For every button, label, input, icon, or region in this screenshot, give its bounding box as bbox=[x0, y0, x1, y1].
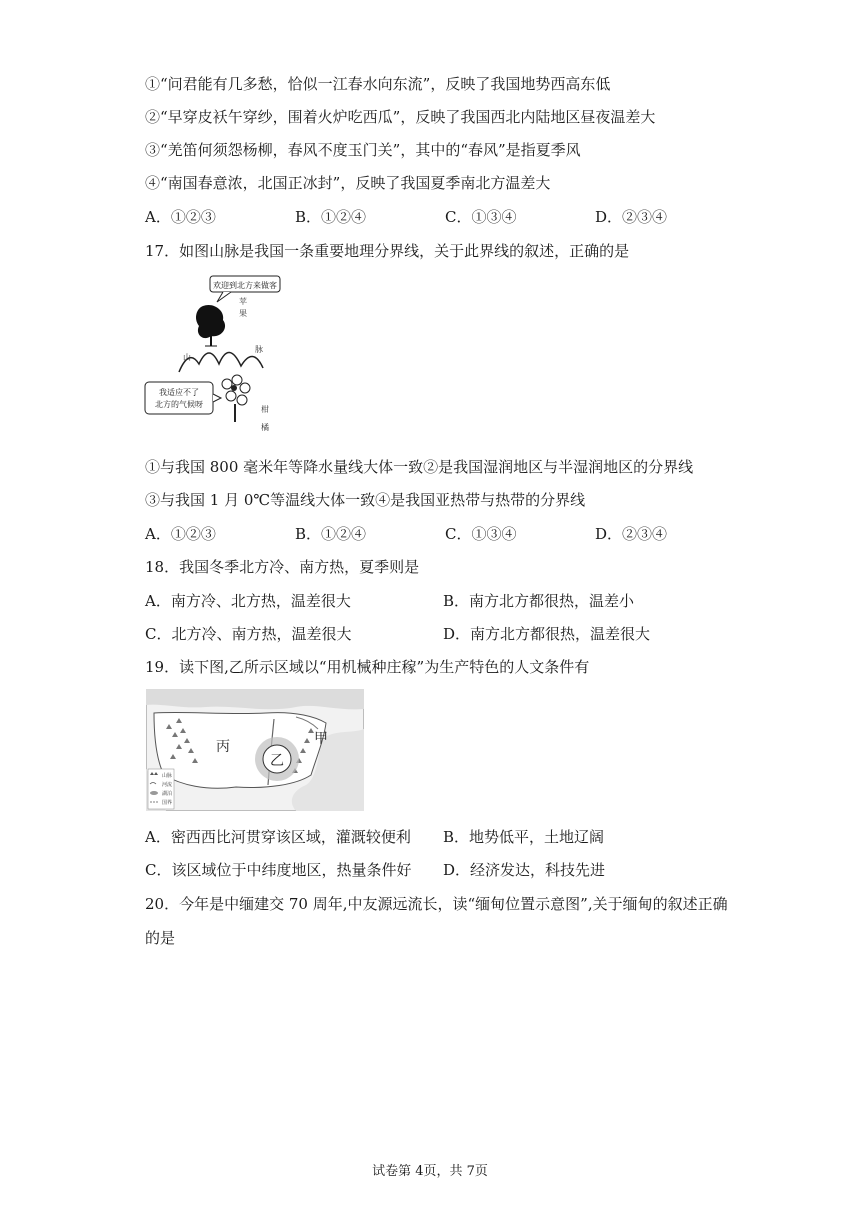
apple-label-1: 苹 bbox=[239, 297, 247, 306]
q17-statement-2: ③与我国 1 月 0℃等温线大体一致④是我国亚热带与热带的分界线 bbox=[145, 491, 586, 509]
q18-option-c[interactable]: C．北方冷、南方热，温差很大 bbox=[145, 625, 352, 643]
legend-item: 山脉 bbox=[162, 773, 173, 779]
legend-item: 湖泊 bbox=[162, 791, 173, 797]
q19-option-a[interactable]: A．密西西比河贯穿该区域，灌溉较便利 bbox=[145, 828, 411, 846]
orange-tree-icon bbox=[222, 375, 250, 422]
q16-statement-3: ③“羌笛何须怨杨柳，春风不度玉门关”，其中的“春风”是指夏季风 bbox=[145, 141, 581, 159]
q20-stem-line-2: 的是 bbox=[145, 929, 176, 947]
speech-bubble-bottom bbox=[145, 382, 221, 414]
label-yi: 乙 bbox=[270, 753, 284, 769]
q17-option-a[interactable]: A．①②③ bbox=[145, 525, 216, 543]
orange-label-1: 柑 bbox=[261, 405, 269, 414]
q19-option-c[interactable]: C．该区域位于中纬度地区，热量条件好 bbox=[145, 861, 412, 879]
page-footer: 试卷第 4页，共 7页 bbox=[372, 1164, 488, 1179]
bubble-bottom-text-1: 我适应不了 bbox=[159, 388, 199, 397]
q17-figure bbox=[143, 272, 283, 442]
mountain-icon bbox=[179, 352, 263, 372]
q16-option-a[interactable]: A．①②③ bbox=[145, 208, 216, 226]
bubble-bottom-text-2: 北方的气候呀 bbox=[155, 400, 203, 409]
q17-option-d[interactable]: D．②③④ bbox=[595, 525, 668, 543]
mountain-label-1: 山 bbox=[183, 353, 191, 362]
q17-option-c[interactable]: C．①③④ bbox=[445, 525, 517, 543]
q17-stem: 17．如图山脉是我国一条重要地理分界线，关于此界线的叙述，正确的是 bbox=[145, 242, 630, 260]
apple-label-2: 果 bbox=[239, 309, 247, 318]
q16-option-c[interactable]: C．①③④ bbox=[445, 208, 517, 226]
q17-option-b[interactable]: B．①②④ bbox=[295, 525, 367, 543]
q16-statement-4: ④“南国春意浓，北国正冰封”，反映了我国夏季南北方温差大 bbox=[145, 174, 551, 192]
q19-option-b[interactable]: B．地势低平，土地辽阔 bbox=[443, 828, 605, 846]
bubble-top-text: 欢迎到北方来做客 bbox=[213, 281, 277, 290]
legend-item: 河流 bbox=[162, 782, 173, 788]
q17-statement-1: ①与我国 800 毫米年等降水量线大体一致②是我国湿润地区与半湿润地区的分界线 bbox=[145, 458, 694, 476]
q18-option-b[interactable]: B．南方北方都很热，温差小 bbox=[443, 592, 635, 610]
mountain-label-2: 脉 bbox=[255, 345, 263, 354]
map-legend bbox=[148, 769, 174, 809]
q19-stem: 19．读下图,乙所示区域以“用机械种庄稼”为生产特色的人文条件有 bbox=[145, 658, 590, 676]
q19-option-d[interactable]: D．经济发达，科技先进 bbox=[443, 861, 606, 879]
q16-option-d[interactable]: D．②③④ bbox=[595, 208, 668, 226]
label-bing: 丙 bbox=[216, 739, 230, 755]
q16-statement-1: ①“问君能有几多愁，恰似一江春水向东流”，反映了我国地势西高东低 bbox=[145, 75, 611, 93]
q20-stem-line-1: 20．今年是中缅建交 70 周年,中友源远流长，读“缅甸位置示意图”,关于缅甸的叙述正确 bbox=[145, 895, 728, 913]
q19-map-figure bbox=[146, 689, 364, 811]
q18-option-a[interactable]: A．南方冷、北方热，温差很大 bbox=[145, 592, 351, 610]
label-jia: 甲 bbox=[314, 731, 328, 747]
q16-statement-2: ②“早穿皮袄午穿纱，围着火炉吃西瓜”，反映了我国西北内陆地区昼夜温差大 bbox=[145, 108, 656, 126]
legend-item: 国界 bbox=[162, 800, 173, 806]
q18-option-d[interactable]: D．南方北方都很热，温差很大 bbox=[443, 625, 651, 643]
q18-stem: 18．我国冬季北方冷、南方热，夏季则是 bbox=[145, 558, 420, 576]
apple-tree-icon bbox=[196, 305, 225, 346]
orange-label-2: 橘 bbox=[261, 423, 269, 432]
q16-option-b[interactable]: B．①②④ bbox=[295, 208, 367, 226]
